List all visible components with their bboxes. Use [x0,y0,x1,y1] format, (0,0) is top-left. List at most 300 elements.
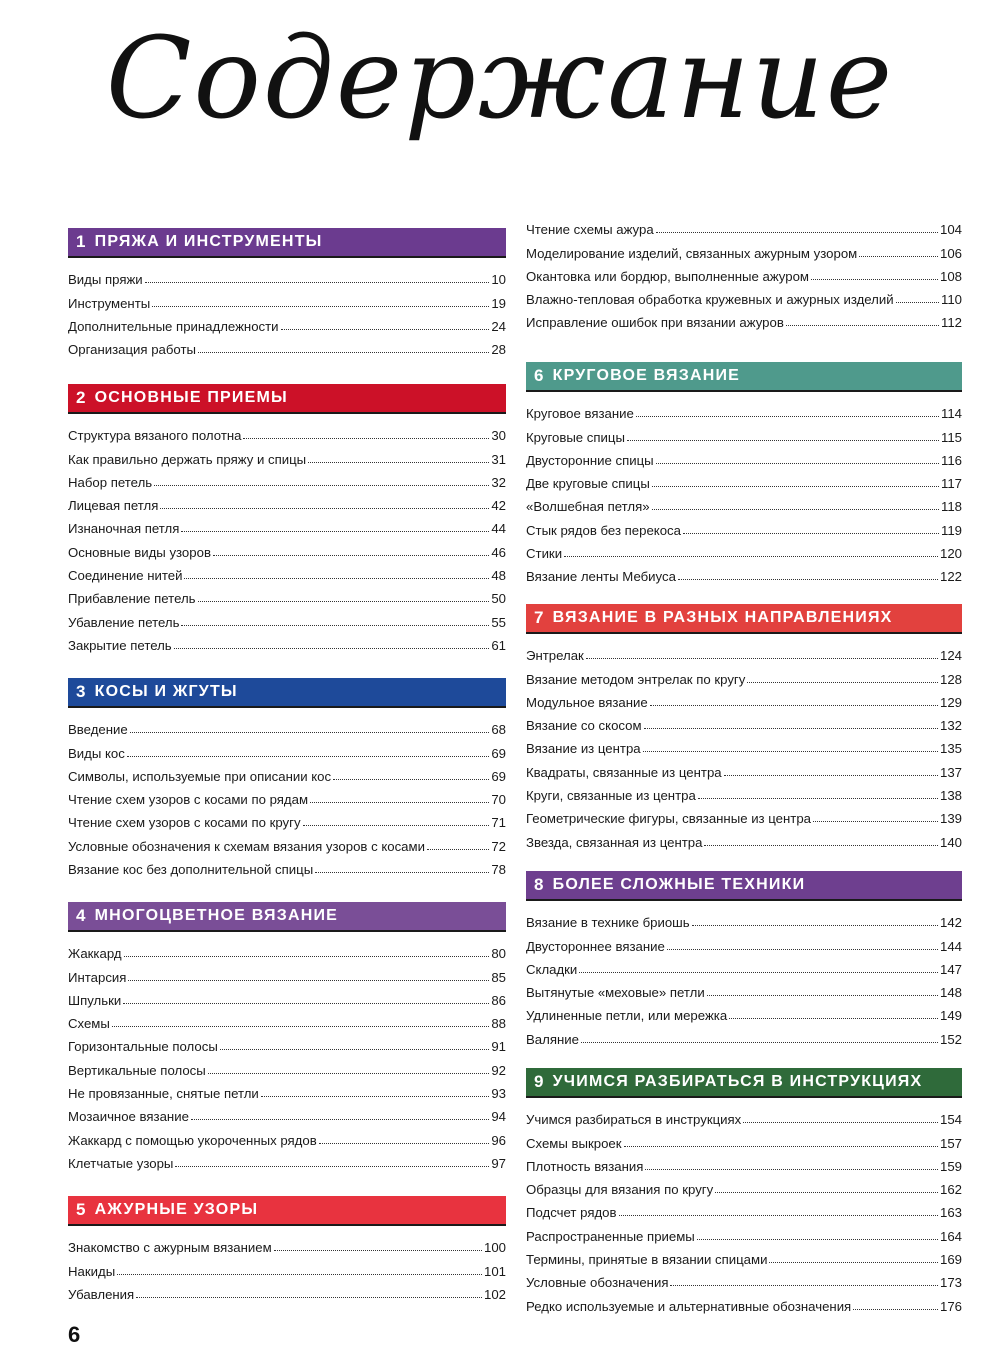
toc-entry-page: 42 [491,498,506,514]
toc-entry [68,784,506,807]
toc-entry [526,237,962,260]
toc-entry-title: Не провязанные, снятые петли [68,1086,259,1102]
dot-leader [859,256,938,257]
toc-entry [526,780,962,803]
toc-entry-page: 92 [491,1062,506,1078]
toc-entry-title: Круги, связанные из центра [526,788,696,804]
toc-entry-page: 140 [939,834,962,850]
dot-leader [130,732,490,733]
toc-entry [526,214,962,237]
section-number: 5 [76,1200,87,1219]
toc-entry-page: 152 [939,1031,962,1047]
toc-entry-title: Соединение нитей [68,568,183,584]
dot-leader [743,1122,938,1123]
page-number: 6 [68,1322,81,1347]
toc-entry-title: Изнаночная петля [68,521,180,537]
toc-entry-title: Интарсия [68,969,127,985]
toc-entry-page: 32 [491,474,506,490]
dot-leader [174,648,490,649]
toc-entry-page: 85 [491,969,506,985]
toc-entry-page: 100 [483,1240,506,1256]
toc-entry [526,398,962,421]
dot-leader [650,705,938,706]
toc-entry-page: 46 [491,544,506,560]
dot-leader [747,682,938,683]
toc-entry [68,264,506,287]
toc-entry-title: Шпульки [68,992,122,1008]
toc-entry [526,261,962,284]
section-header [526,362,962,392]
section-number: 1 [76,232,87,251]
dot-leader [670,1285,938,1286]
section-header [68,678,506,708]
toc-entry-page: 138 [939,788,962,804]
section-3 [68,678,506,877]
toc-entry-page: 55 [491,614,506,630]
toc-entry-title: Вязание кос без дополнительной спицы [68,862,314,878]
toc-entry-title: Инструменты [68,295,151,311]
toc-entry-title: Условные обозначения [526,1275,669,1291]
toc-entry-title: Плотность вязания [526,1158,644,1174]
toc-entry-page: 28 [491,342,506,358]
toc-entry-page: 71 [491,815,506,831]
dot-leader [724,775,938,776]
toc-entry-title: Как правильно держать пряжу и спицы [68,451,307,467]
toc-entry [68,761,506,784]
section-number: 8 [534,875,545,894]
toc-entry-title: Энтрелак [526,648,584,664]
toc-entry-page: 97 [491,1155,506,1171]
dot-leader [619,1215,938,1216]
section-number: 3 [76,682,87,701]
dot-leader [656,232,938,233]
toc-entry-page: 88 [491,1016,506,1032]
section-5-continued [526,214,962,330]
dot-leader [181,625,489,626]
dot-leader [152,306,489,307]
toc-entry-page: 173 [939,1275,962,1291]
toc-entry-title: Прибавление петель [68,591,196,607]
toc-entry-page: 114 [940,406,962,422]
toc-entry-title: Стык рядов без перекоса [526,522,681,538]
toc-entry-page: 135 [939,741,962,757]
toc-entry [68,443,506,466]
dot-leader [627,440,939,441]
toc-entry-title: Условные обозначения к схемам вязания узоров с косами [68,838,425,854]
toc-entry [526,907,962,930]
toc-entry [68,606,506,629]
dot-leader [896,302,939,303]
dot-leader [136,1297,482,1298]
toc-entry [68,536,506,559]
section-8 [526,871,962,1047]
toc-entry-page: 106 [939,245,962,261]
toc-entry [68,334,506,357]
dot-leader [112,1026,489,1027]
toc-entry [68,1031,506,1054]
toc-entry-page: 120 [939,546,962,562]
toc-entry-title: Влажно-тепловая обработка кружевных и ажурных изделий [526,292,894,308]
dot-leader [667,949,938,950]
toc-entry-title: Квадраты, связанные из центра [526,764,722,780]
section-header [68,1196,506,1226]
toc-entry-page: 30 [491,428,506,444]
toc-entry [526,977,962,1000]
toc-entry [526,1151,962,1174]
dot-leader [644,728,938,729]
toc-entry [526,538,962,561]
toc-entry-page: 147 [939,961,962,977]
toc-entry-page: 68 [491,722,506,738]
toc-entry-title: Вязание из центра [526,741,641,757]
toc-entry [526,1023,962,1046]
toc-entry-page: 94 [491,1109,506,1125]
toc-entry-title: Лицевая петля [68,498,159,514]
dot-leader [853,1309,938,1310]
dot-leader [145,282,490,283]
dot-leader [154,485,489,486]
toc-entry-page: 148 [939,985,962,1001]
dot-leader [581,1042,938,1043]
dot-leader [315,872,489,873]
toc-entry-title: Вязание в технике бриошь [526,915,690,931]
toc-entry-title: Моделирование изделий, связанных ажурным узором [526,245,858,261]
dot-leader [191,1119,489,1120]
section-title: ОСНОВНЫЕ ПРИЕМЫ [94,389,288,406]
toc-entry-title: Учимся разбираться в инструкциях [526,1112,742,1128]
dot-leader [198,352,489,353]
toc-entry [68,807,506,830]
toc-entry [526,930,962,953]
section-6 [526,362,962,584]
section-number: 4 [76,906,87,925]
toc-entry [526,803,962,826]
section-number: 9 [534,1072,545,1091]
toc-entry [526,1290,962,1313]
section-title: КРУГОВОЕ ВЯЗАНИЕ [552,367,741,384]
toc-entry-title: Чтение схем узоров с косами по рядам [68,792,309,808]
dot-leader [333,779,489,780]
dot-leader [624,1146,938,1147]
toc-entry [526,687,962,710]
toc-entry-title: Структура вязаного полотна [68,428,242,444]
dot-leader [692,925,938,926]
toc-entry-page: 112 [940,315,962,331]
toc-entry-page: 70 [491,792,506,808]
toc-entry [526,1267,962,1290]
toc-entry [526,1127,962,1150]
toc-entry-title: Окантовка или бордюр, выполненные ажуром [526,268,809,284]
toc-entry-page: 72 [491,838,506,854]
toc-entry-page: 50 [491,591,506,607]
toc-entry [68,630,506,653]
section-number: 2 [76,388,87,407]
toc-entry-title: Накиды [68,1263,116,1279]
toc-entry [526,561,962,584]
toc-entry-title: Модульное вязание [526,694,648,710]
toc-entry-title: Круговые спицы [526,429,625,445]
toc-entry-title: Вязание методом энтрелак по кругу [526,671,746,687]
dot-leader [308,462,489,463]
toc-entry-page: 69 [491,745,506,761]
toc-entry-page: 154 [939,1112,962,1128]
section-title: УЧИМСЯ РАЗБИРАТЬСЯ В ИНСТРУКЦИЯХ [552,1073,923,1090]
section-title: АЖУРНЫЕ УЗОРЫ [94,1201,259,1218]
toc-entry-page: 132 [939,718,962,734]
toc-entry [526,421,962,444]
dot-leader [310,802,489,803]
toc-entry [68,1124,506,1147]
toc-entry-title: Исправление ошибок при вязании ажуров [526,315,784,331]
toc-entry-page: 24 [491,318,506,334]
toc-entry-page: 149 [939,1008,962,1024]
toc-entry-title: Убавление петель [68,614,180,630]
toc-entry-page: 142 [939,915,962,931]
toc-entry-title: Жаккард [68,946,122,962]
dot-leader [127,756,489,757]
section-5 [68,1196,506,1302]
toc-entry-title: Геометрические фигуры, связанные из центра [526,811,811,827]
toc-entry-title: Схемы [68,1016,110,1032]
toc-entry-title: Организация работы [68,342,196,358]
toc-entry-title: Знакомство с ажурным вязанием [68,1240,272,1256]
toc-entry-title: Мозаичное вязание [68,1109,189,1125]
section-header [68,228,506,258]
toc-entry-page: 115 [940,429,962,445]
toc-entry-title: Виды кос [68,745,125,761]
toc-entry-title: Основные виды узоров [68,544,211,560]
section-title: МНОГОЦВЕТНОЕ ВЯЗАНИЕ [94,907,339,924]
dot-leader [769,1262,938,1263]
toc-entry [68,854,506,877]
toc-entry [68,1054,506,1077]
dot-leader [123,1003,489,1004]
toc-entry [68,830,506,853]
section-4 [68,902,506,1171]
toc-entry-page: 96 [491,1132,506,1148]
toc-entry-page: 31 [491,451,506,467]
toc-entry-page: 164 [939,1228,962,1244]
toc-entry-title: Горизонтальные полосы [68,1039,218,1055]
toc-entry-title: Звезда, связанная из центра [526,834,703,850]
dot-leader [697,1239,938,1240]
dot-leader [261,1096,490,1097]
toc-entry [68,1232,506,1255]
toc-entry-title: Символы, используемые при описании кос [68,768,332,784]
section-header [68,384,506,414]
dot-leader [128,980,489,981]
toc-entry-title: Набор петель [68,474,153,490]
dot-leader [683,533,939,534]
toc-entry-title: Валяние [526,1031,579,1047]
toc-entry-title: Двустороннее вязание [526,938,665,954]
section-header [526,604,962,634]
toc-entry-title: Стики [526,546,563,562]
toc-entry-title: Чтение схем узоров с косами по кругу [68,815,301,831]
toc-entry-title: Редко используемые и альтернативные обозначения [526,1298,852,1314]
toc-entry-title: Схемы выкроек [526,1135,622,1151]
toc-entry-page: 144 [939,938,962,954]
toc-entry-page: 48 [491,568,506,584]
toc-entry-page: 102 [483,1286,506,1302]
toc-entry-title: Термины, принятые в вязании спицами [526,1252,768,1268]
toc-entry-page: 139 [939,811,962,827]
toc-entry [526,1174,962,1197]
toc-entry-page: 110 [940,292,962,308]
dot-leader [652,509,939,510]
dot-leader [704,845,938,846]
dot-leader [117,1274,482,1275]
toc-entry [526,307,962,330]
toc-entry [68,1148,506,1171]
toc-entry [526,514,962,537]
toc-entry-title: Виды пряжи [68,272,143,288]
toc-entry [68,583,506,606]
toc-entry-title: Убавления [68,1286,135,1302]
toc-entry [68,737,506,760]
toc-entry-title: «Волшебная петля» [526,499,650,515]
toc-entry [526,445,962,468]
toc-entry-page: 10 [491,272,506,288]
dot-leader [184,578,489,579]
toc-entry-page: 117 [940,476,962,492]
toc-entry-page: 128 [939,671,962,687]
section-header [526,1068,962,1098]
toc-entry-title: Круговое вязание [526,406,634,422]
toc-entry [68,938,506,961]
dot-leader [160,508,489,509]
toc-entry-title: Введение [68,722,128,738]
dot-leader [813,821,938,822]
dot-leader [213,555,489,556]
toc-entry-title: Распространенные приемы [526,1228,695,1244]
dot-leader [586,658,938,659]
section-header [68,902,506,932]
toc-entry-page: 169 [939,1252,962,1268]
dot-leader [656,463,939,464]
toc-entry-page: 69 [491,768,506,784]
toc-entry-page: 61 [491,637,506,653]
toc-entry [68,1101,506,1124]
section-7 [526,604,962,850]
toc-entry-title: Двусторонние спицы [526,452,654,468]
toc-entry [68,467,506,490]
toc-entry [526,733,962,756]
section-number: 7 [534,608,545,627]
toc-entry-page: 163 [939,1205,962,1221]
toc-entry [526,954,962,977]
toc-entry-page: 159 [939,1158,962,1174]
toc-entry-page: 91 [491,1039,506,1055]
toc-entry-page: 162 [939,1182,962,1198]
toc-entry [68,714,506,737]
toc-entry-title: Вертикальные полосы [68,1062,206,1078]
dot-leader [208,1073,490,1074]
toc-entry [526,468,962,491]
toc-entry-page: 19 [491,295,506,311]
dot-leader [303,825,490,826]
toc-entry [68,1078,506,1101]
toc-entry-page: 44 [491,521,506,537]
toc-entry [68,287,506,310]
dot-leader [786,325,939,326]
dot-leader [678,579,938,580]
toc-entry-page: 176 [939,1298,962,1314]
toc-entry-title: Вязание ленты Мебиуса [526,569,676,585]
dot-leader [243,438,489,439]
dot-leader [319,1143,490,1144]
toc-entry [68,1008,506,1031]
section-title: БОЛЕЕ СЛОЖНЫЕ ТЕХНИКИ [552,876,806,893]
toc-entry [526,826,962,849]
toc-entry-title: Вытянутые «меховые» петли [526,985,705,1001]
toc-entry [68,513,506,536]
toc-entry-title: Две круговые спицы [526,476,650,492]
toc-entry [68,490,506,513]
section-header [526,871,962,901]
section-2 [68,384,506,653]
page-title: Содержание [105,14,895,144]
dot-leader [811,279,938,280]
toc-entry-page: 119 [940,522,962,538]
toc-entry-title: Дополнительные принадлежности [68,318,279,334]
dot-leader [698,798,938,799]
dot-leader [715,1192,938,1193]
toc-entry [526,491,962,514]
toc-entry [526,640,962,663]
toc-entry-title: Образцы для вязания по кругу [526,1182,714,1198]
dot-leader [220,1049,490,1050]
dot-leader [198,601,490,602]
dot-leader [579,972,938,973]
toc-entry-title: Вязание со скосом [526,718,642,734]
toc-entry-title: Складки [526,961,578,977]
toc-entry-page: 78 [491,862,506,878]
toc-entry-title: Клетчатые узоры [68,1155,174,1171]
section-9 [526,1068,962,1314]
toc-entry [526,1197,962,1220]
toc-entry-page: 129 [939,694,962,710]
toc-entry [68,985,506,1008]
section-title: ВЯЗАНИЕ В РАЗНЫХ НАПРАВЛЕНИЯХ [552,609,893,626]
toc-entry [526,1104,962,1127]
dot-leader [181,531,489,532]
dot-leader [643,751,938,752]
toc-entry-page: 116 [940,452,962,468]
dot-leader [729,1018,938,1019]
section-number: 6 [534,366,545,385]
toc-entry [526,1000,962,1023]
toc-entry-page: 101 [483,1263,506,1279]
dot-leader [175,1166,489,1167]
toc-entry-page: 86 [491,992,506,1008]
toc-entry-page: 80 [491,946,506,962]
toc-entry-title: Удлиненные петли, или мережка [526,1008,728,1024]
toc-entry-page: 93 [491,1086,506,1102]
toc-entry-page: 118 [940,499,962,515]
toc-entry-page: 108 [939,268,962,284]
toc-entry-title: Подсчет рядов [526,1205,617,1221]
toc-entry [526,284,962,307]
toc-entry [526,1244,962,1267]
toc-entry-page: 104 [939,222,962,238]
dot-leader [427,849,489,850]
toc-entry [68,1279,506,1302]
dot-leader [124,956,490,957]
toc-entry [526,663,962,686]
toc-entry-title: Жаккард с помощью укороченных рядов [68,1132,317,1148]
section-title: ПРЯЖА И ИНСТРУМЕНТЫ [94,233,323,250]
